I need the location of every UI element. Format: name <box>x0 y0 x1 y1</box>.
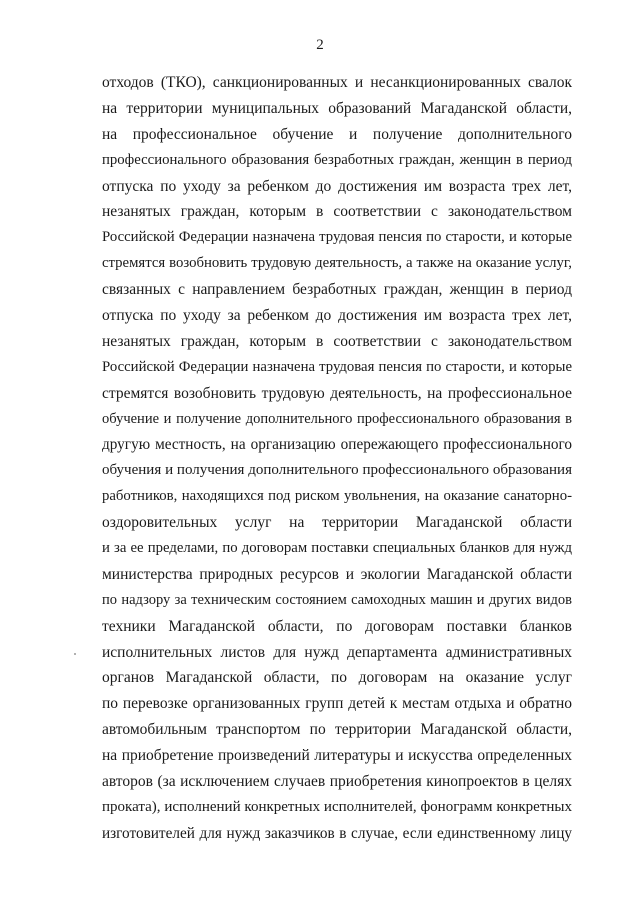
text-line: органов Магаданской области, по договорам на оказание услуг <box>102 669 572 687</box>
text-line: отпуска по уходу за ребенком до достижения им возраста трех лет, <box>102 307 572 325</box>
text-line: профессионального образования безработных граждан, женщин в период <box>102 151 572 168</box>
text-line: Российской Федерации назначена трудовая пенсия по старости, и которые <box>102 358 572 375</box>
text-line: незанятых граждан, которым в соответствии с законодательством <box>102 203 572 221</box>
text-line: на территории муниципальных образований Магаданской области, <box>102 99 572 117</box>
text-line: по перевозке организованных групп детей к местам отдыха и обратно <box>102 695 572 713</box>
text-line: авторов (за исключением случаев приобретения кинопроектов в целях <box>102 773 572 791</box>
margin-mark <box>74 653 76 655</box>
text-line: работников, находящихся под риском увольнения, на оказание санаторно- <box>102 488 572 505</box>
text-line: оздоровительных услуг на территории Магаданской области <box>102 514 572 532</box>
text-line: стремятся возобновить трудовую деятельность, а также на оказание услуг, <box>102 255 572 272</box>
text-line: отпуска по уходу за ребенком до достижения им возраста трех лет, <box>102 177 572 195</box>
text-line: автомобильным транспортом по территории Магаданской области, <box>102 721 572 739</box>
text-line: техники Магаданской области, по договорам поставки бланков <box>102 617 572 635</box>
text-line: обучения и получения дополнительного профессионального образования <box>102 462 572 479</box>
text-line: другую местность, на организацию опережающего профессионального <box>102 436 572 454</box>
text-line: стремятся возобновить трудовую деятельность, на профессиональное <box>102 384 572 402</box>
text-line: изготовителей для нужд заказчиков в случае, если единственному лицу <box>102 824 572 842</box>
text-line: связанных с направлением безработных граждан, женщин в период <box>102 281 572 299</box>
text-line: исполнительных листов для нужд департамента административных <box>102 643 572 661</box>
text-line: по надзору за техническим состоянием самоходных машин и других видов <box>102 591 572 608</box>
body-text <box>102 70 572 847</box>
text-line: отходов (ТКО), санкционированных и несанкционированных свалок <box>102 74 572 91</box>
text-line: на профессиональное обучение и получение дополнительного <box>102 125 572 143</box>
text-line: проката), исполнений конкретных исполнителей, фонограмм конкретных <box>102 798 572 815</box>
text-line: министерства природных ресурсов и экологии Магаданской области <box>102 565 572 583</box>
text-line: и за ее пределами, по договорам поставки специальных бланков для нужд <box>102 540 572 557</box>
text-line: незанятых граждан, которым в соответствии с законодательством <box>102 332 572 350</box>
text-line: на приобретение произведений литературы и искусства определенных <box>102 747 572 765</box>
text-line: Российской Федерации назначена трудовая пенсия по старости, и которые <box>102 229 572 246</box>
page-number: 2 <box>316 37 324 53</box>
text-line: обучение и получение дополнительного профессионального образования в <box>102 410 572 427</box>
